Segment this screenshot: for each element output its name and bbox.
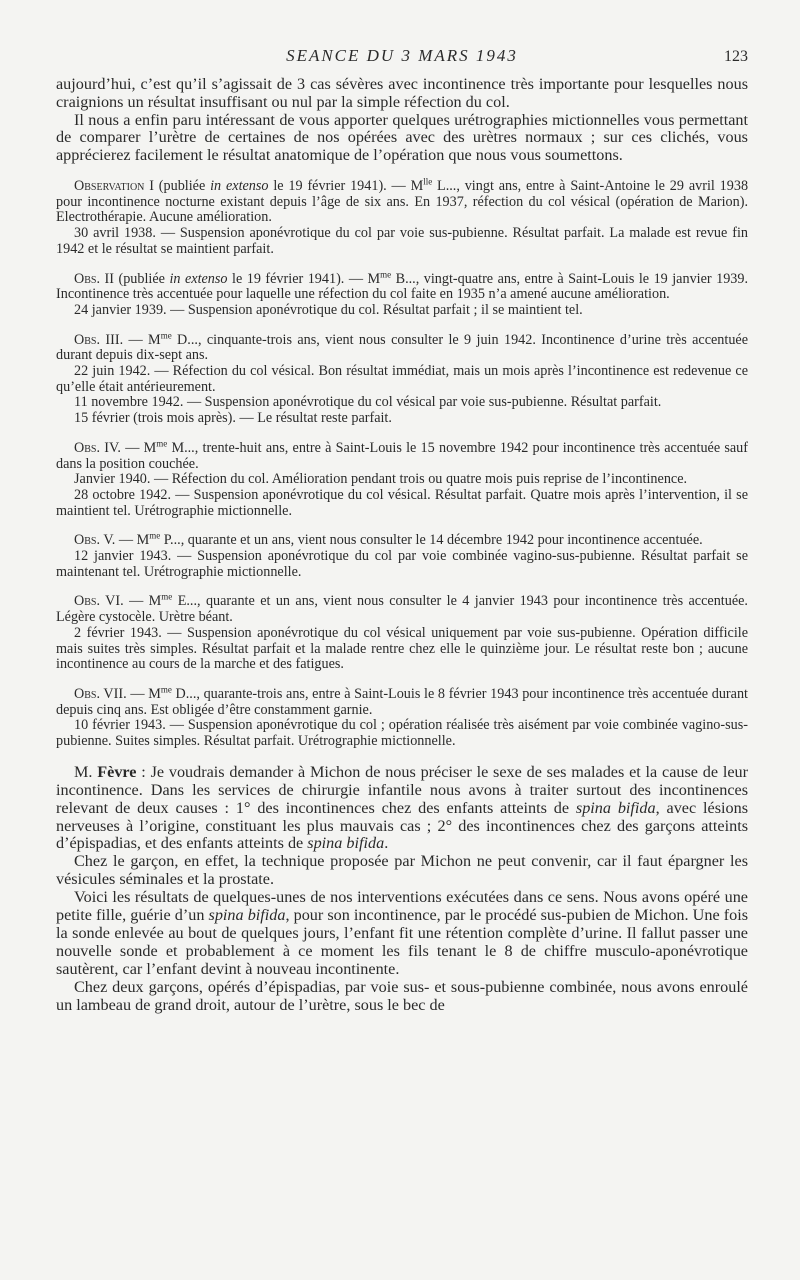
observation-lead-paragraph [56,530,748,549]
discussion-p3-a: Voici les résultats de quelques-unes de nos interventions exécutées dans ce sens. Nous avons opéré une petite fille, guérie d’un [56,888,748,925]
running-header [56,44,748,72]
observation-label: Obs. V. [74,532,116,549]
observation-block [56,176,749,258]
observation-paragraph: 11 novembre 1942. — Suspension aponévrotique du col vésical par voie sus-pubienne. Résultat parfait. [74,394,662,411]
intro-paragraph-2: Il nous a enfin paru intéressant de vous apporter quelques urétrographies mictionnelles vous permettant de comparer l’urètre de certaines de nos opérées avec des urètres normaux ; sur ces clichés, vous apprécierez facilement le résultat anatomique de l’opération que nous vous soumettons. [56,110,748,165]
observation-text: — $M^{me}$ D..., quarante-trois ans, entre à Saint-Louis le 8 février 1943 pour incontinence très accentuée durant depuis cinq ans. Est obligée d’être constamment garnie. [56,684,748,718]
page-number: 123 [724,48,748,65]
intro-paragraph-1: aujourd’hui, c’est qu’il s’agissait de 3 cas sévères avec incontinence très importante pour lesquelles nous craignions un résultat insuffisant ou nul par la simple réfection du col. [56,75,748,111]
observation-lead-paragraph [56,438,748,472]
observation-paragraph: 2 février 1943. — Suspension aponévrotique du col vésical uniquement par voie sus-pubienne. Opération difficile mais suites très simples. Résultat parfait et la malade rentre chez elle le quinzième jour. Le résultat reste bon ; aucune incontinence au cours de la marche et des fatigues. [56,624,748,673]
observation-label: Obs. II [74,270,114,287]
discussion-p1-italic-1: spina bifida [575,798,656,817]
discussion-paragraph-1 [56,764,748,854]
observation-lead-paragraph [56,268,749,303]
discussion-p1-b: , avec lésions nerveuses à l’origine, constituant les plus mauvais cas ; 2° des incontinences chez des garçons atteints d’épispadias, et des enfants atteints de [56,798,748,853]
observation-text: (publiée in extenso le 19 février 1941). — $M^{me}$ B..., vingt-quatre ans, entre à Saint-Louis le 19 janvier 1939. Incontinence très accentuée pour laquelle une réfection du col faite en 1935 n’a amené aucune amélioration. [56,268,749,303]
speaker-prefix: M. [74,762,93,781]
observation-block [56,329,749,427]
observation-label: Obs. VI. [74,593,124,610]
observation-paragraph: 10 février 1943. — Suspension aponévrotique du col ; opération réalisée très aisément par voie combinée vagino-sus-pubienne. Suites simples. Résultat parfait. Urétrographie mictionnelle. [56,717,748,750]
observation-label: Obs. IV. [74,439,121,456]
observation-text: — $M^{me}$ P..., quarante et un ans, vient nous consulter le 14 décembre 1942 pour incontinence accentuée. [118,530,703,549]
observation-block [56,530,748,580]
observation-block [56,591,748,673]
speaker-name: Fèvre [97,762,137,781]
observation-lead-paragraph [56,684,748,718]
observation-paragraph: 30 avril 1938. — Suspension aponévrotique du col par voie sus-pubienne. Résultat parfait. La malade est revue fin 1942 et le résultat se maintient parfait. [56,225,748,257]
discussion-p3-b: , pour son incontinence, par le procédé sus-pubien de Michon. Une fois la sonde enlevée au bout de quelques jours, l’enfant fit une rétention complète d’urine. Il fallut passer une nouvelle sonde et probablement à ce moment les fils tenant le 8 de chiffre musculo-aponévrotique sautèrent, car l’enfant devint à nouveau incontinente. [56,906,748,978]
observation-paragraph: 15 février (trois mois après). — Le résultat reste parfait. [74,410,392,427]
observation-block [56,268,749,319]
discussion-section [56,764,748,1015]
discussion-p3-italic: spina bifida [208,906,286,925]
observation-label: Observation I [74,177,154,194]
running-title: SEANCE DU 3 MARS 1943 [286,46,518,65]
discussion-paragraph-2: Chez le garçon, en effet, la technique proposée par Michon ne peut convenir, car il faut épargner les vésicules séminales et la prostate. [56,852,748,889]
observation-label: Obs. III. [74,331,124,348]
observation-paragraph: 24 janvier 1939. — Suspension aponévrotique du col. Résultat parfait ; il se maintient tel. [74,301,583,318]
observation-paragraph: 22 juin 1942. — Réfection du col vésical. Bon résultat immédiat, mais un mois après l’incontinence est redevenue ce qu’elle était antérieurement. [56,363,748,395]
discussion-paragraph-4: Chez deux garçons, opérés d’épispadias, par voie sus- et sous-pubienne combinée, nous avons enroulé un lambeau de grand droit, autour de l’urètre, sous le bec de [56,977,748,1014]
discussion-p1-c: . [384,834,389,853]
observation-block [56,438,748,520]
observation-text: — $M^{me}$ D..., cinquante-trois ans, vient nous consulter le 9 juin 1942. Incontinence d’urine très accentuée durant depuis dix-sept ans. [56,329,749,364]
observation-block [56,684,748,750]
discussion-p1-a: : Je voudrais demander à Michon de nous préciser le sexe de ses malades et la cause de leur incontinence. Dans les services de chirurgie infantile nous avons à traiter surtout des incontinences relevant de deux causes : 1° des incontinences chez des enfants atteints de [56,762,748,817]
observation-lead-paragraph [56,591,748,626]
observation-paragraph: 28 octobre 1942. — Suspension aponévrotique du col vésical. Résultat parfait. Quatre mois après l’intervention, il se maintient tel. Urétrographie mictionnelle. [56,486,748,519]
observation-text: — $M^{me}$ M..., trente-huit ans, entre à Saint-Louis le 15 novembre 1942 pour incontinence très accentuée sauf dans la position couchée. [56,438,748,472]
intro-section [56,76,748,165]
observation-text: (publiée in extenso le 19 février 1941). — $M^{lle}$ L..., vingt ans, entre à Saint-Antoine le 29 avril 1938 pour incontinence nocturne existant depuis l’âge de six ans. En 1937, réfection du col vésical (opération de Marion). Electrothérapie. Aucune amélioration. [56,176,749,226]
observation-paragraph: 12 janvier 1943. — Suspension aponévrotique du col par voie combinée vagino-sus-pubienne. Résultat parfait se maintenant tel. Urétrographie mictionnelle. [56,548,748,580]
observation-label: Obs. VII. [74,685,127,702]
discussion-paragraph-3 [56,889,748,979]
observation-paragraph: Janvier 1940. — Réfection du col. Amélioration pendant trois ou quatre mois puis reprise de l’incontinence. [74,471,688,488]
observations-list [56,176,749,750]
observation-text: — $M^{me}$ E..., quarante et un ans, vient nous consulter le 4 janvier 1943 pour incontinence très accentuée. Légère cystocèle. Urètre béant. [56,591,748,626]
page-body [56,76,748,1014]
discussion-p1-italic-2: spina bifida [307,834,385,853]
observation-lead-paragraph [56,176,749,226]
observation-lead-paragraph [56,329,749,364]
